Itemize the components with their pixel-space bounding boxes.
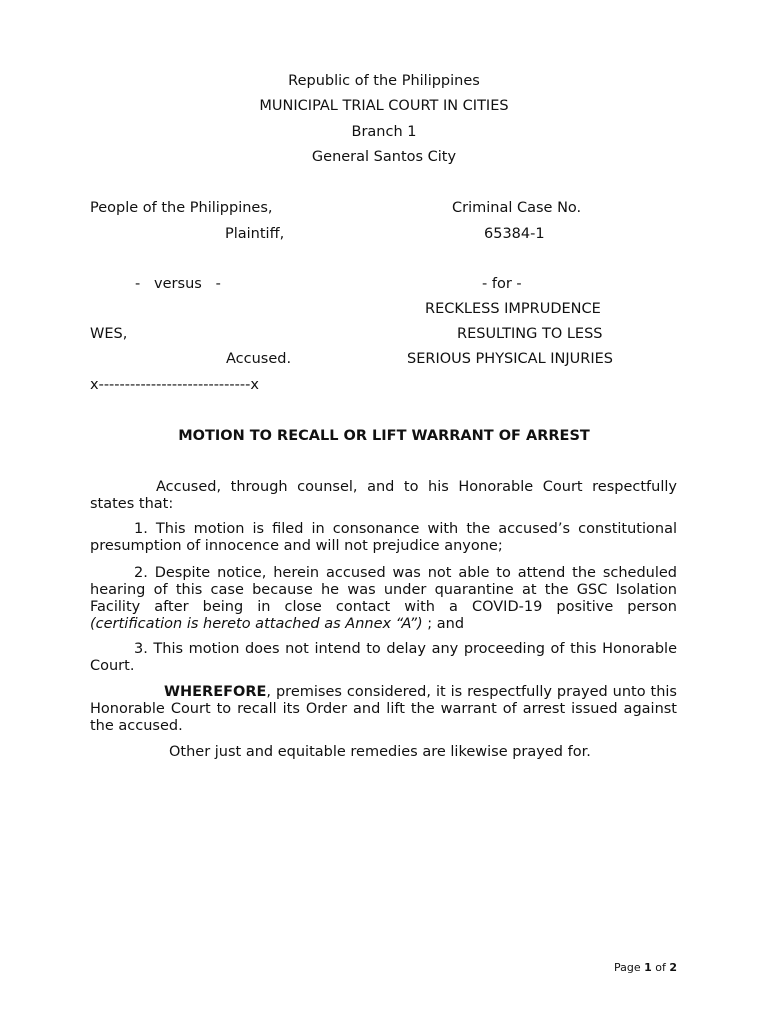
offense-line-3: SERIOUS PHYSICAL INJURIES — [407, 351, 614, 367]
for-label: - for - — [482, 276, 522, 292]
caption-divider: x-----------------------------x — [90, 377, 259, 393]
accused-role: Accused. — [226, 351, 292, 367]
case-number: 65384-1 — [484, 226, 545, 242]
court-city: General Santos City — [311, 149, 457, 165]
offense-line-2: RESULTING TO LESS — [457, 326, 603, 342]
case-label: Criminal Case No. — [452, 200, 582, 216]
plaintiff-role: Plaintiff, — [225, 226, 285, 242]
wherefore-text: , premises considered, it is respectfully prayed unto this Honorable Court to recall its Order and lift the warrant of arrest issued against the accused. — [90, 684, 677, 734]
page-total: 2 — [669, 961, 678, 974]
paragraph-2-text: 2. Despite notice, herein accused was not able to attend the scheduled hearing of this case because he was under quarantine at the GSC Isolation Facility after being in close contact with a COVID-19 positive person — [90, 565, 677, 615]
paragraph-1: 1. This motion is filed in consonance with the accused’s constitutional presumption of innocence and will not prejudice anyone; — [90, 521, 677, 554]
page-of: of — [651, 961, 670, 974]
page-word: Page — [614, 961, 645, 974]
versus-label: - versus - — [135, 276, 221, 292]
court-republic: Republic of the Philippines — [288, 73, 480, 89]
page-number — [614, 961, 677, 974]
accused-name: WES, — [90, 326, 128, 342]
wherefore-keyword: WHEREFORE — [164, 684, 267, 700]
other-remedies-paragraph: Other just and equitable remedies are likewise prayed for. — [169, 744, 591, 760]
wherefore-paragraph — [90, 684, 677, 735]
court-branch: Branch 1 — [351, 124, 417, 140]
annex-reference: (certification is hereto attached as Annex “A”) — [90, 616, 423, 632]
motion-title: MOTION TO RECALL OR LIFT WARRANT OF ARREST — [178, 428, 590, 444]
page-current: 1 — [644, 961, 652, 974]
paragraph-2-end: ; and — [422, 616, 465, 632]
court-name: MUNICIPAL TRIAL COURT IN CITIES — [259, 98, 509, 114]
plaintiff-name: People of the Philippines, — [90, 200, 273, 216]
intro-paragraph: Accused, through counsel, and to his Honorable Court respectfully states that: — [90, 479, 677, 512]
paragraph-3: 3. This motion does not intend to delay any proceeding of this Honorable Court. — [90, 641, 677, 674]
paragraph-2 — [90, 565, 677, 633]
offense-line-1: RECKLESS IMPRUDENCE — [425, 301, 601, 317]
